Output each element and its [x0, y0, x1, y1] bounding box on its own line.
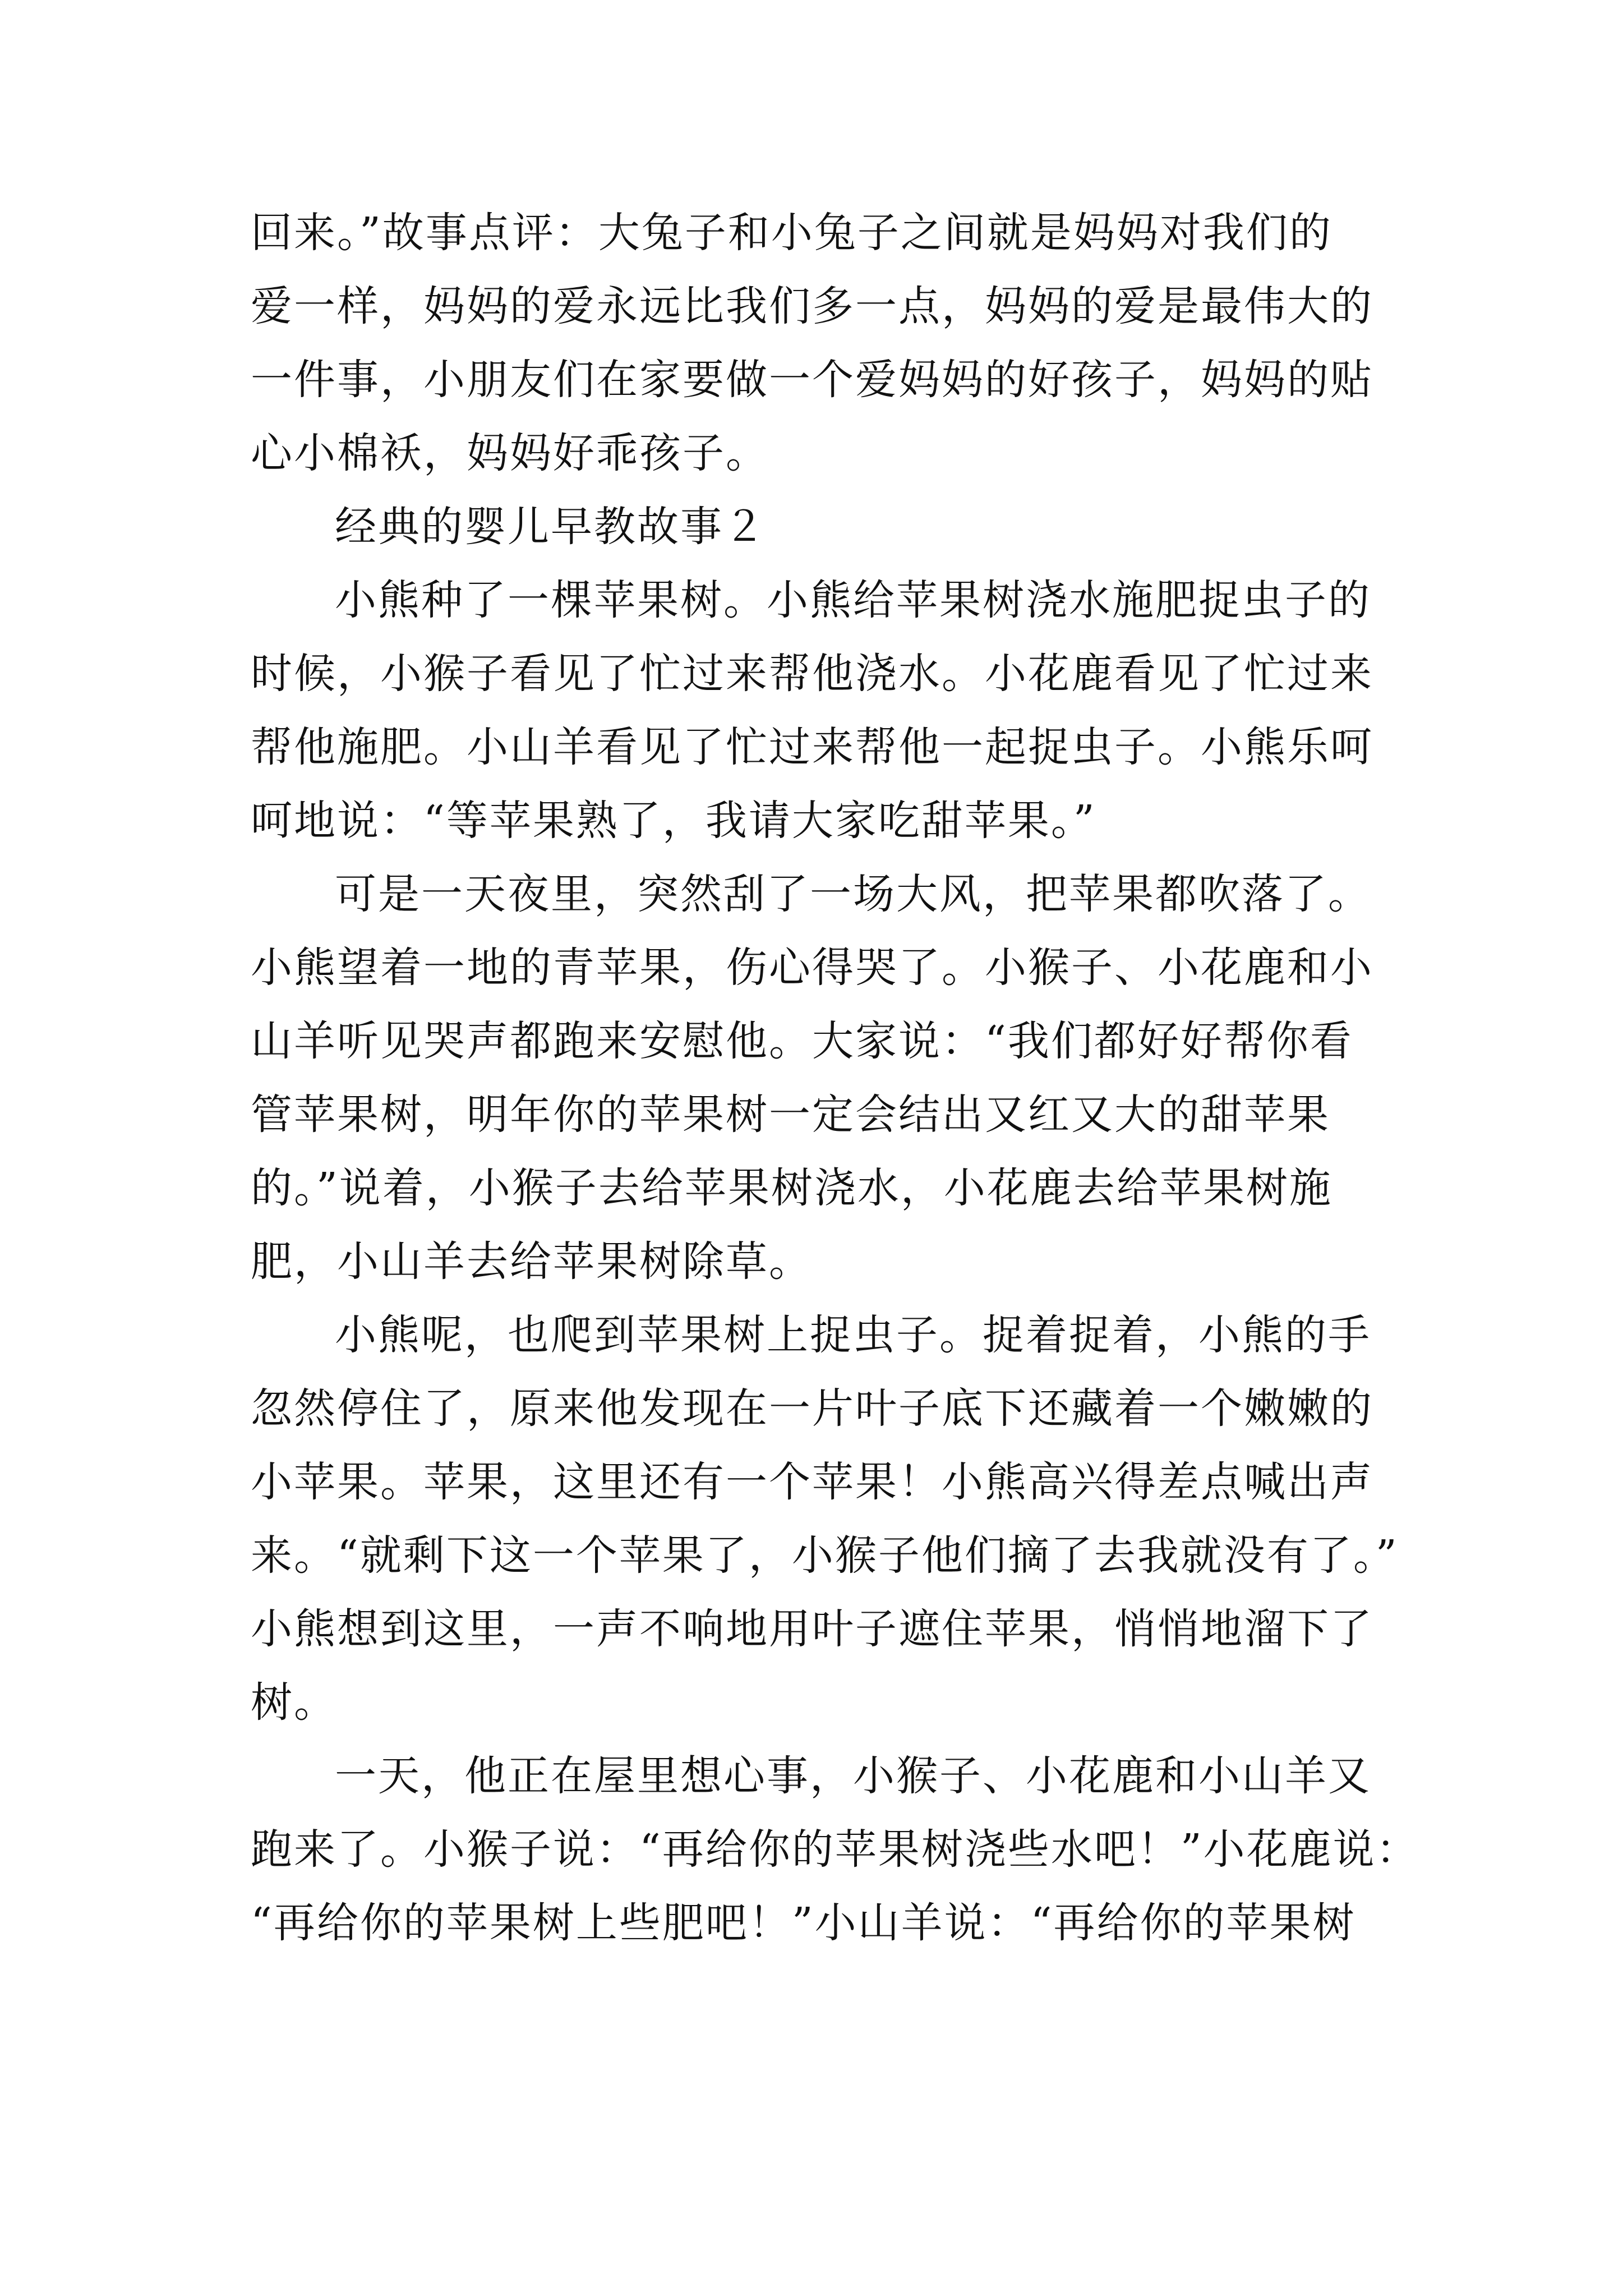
- text-line-12: 山羊听见哭声都跑来安慰他。大家说：“我们都好好帮你看: [251, 1017, 1353, 1065]
- text-line-1: 回来。”故事点评：大兔子和小兔子之间就是妈妈对我们的: [251, 209, 1332, 257]
- text-line-20: 小熊想到这里，一声不响地用叶子遮住苹果，悄悄地溜下了: [251, 1605, 1373, 1653]
- text-line-3: 一件事，小朋友们在家要做一个爱妈妈的好孩子，妈妈的贴: [251, 356, 1373, 404]
- text-line-13: 管苹果树，明年你的苹果树一定会结出又红又大的甜苹果: [251, 1091, 1330, 1139]
- text-line-16: 小熊呢，也爬到苹果树上捉虫子。捉着捉着，小熊的手: [335, 1311, 1371, 1359]
- text-line-14: 的。”说着，小猴子去给苹果树浇水，小花鹿去给苹果树施: [251, 1164, 1332, 1212]
- text-line-21: 树。: [251, 1678, 337, 1727]
- text-line-10: 可是一天夜里，突然刮了一场大风，把苹果都吹落了。: [335, 870, 1371, 918]
- text-line-24: “再给你的苹果树上些肥吧！”小山羊说：“再给你的苹果树: [251, 1899, 1356, 1947]
- story-text: [251, 196, 1419, 1960]
- section-heading: 经典的婴儿早教故事２: [335, 503, 767, 551]
- text-line-23: 跑来了。小猴子说：“再给你的苹果树浇些水吧！”小花鹿说：: [251, 1825, 1419, 1874]
- text-line-9: 呵地说：“等苹果熟了，我请大家吃甜苹果。”: [251, 797, 1096, 845]
- text-line-7: 时候，小猴子看见了忙过来帮他浇水。小花鹿看见了忙过来: [251, 650, 1373, 698]
- text-line-11: 小熊望着一地的青苹果，伤心得哭了。小猴子、小花鹿和小: [251, 944, 1373, 992]
- text-line-17: 忽然停住了，原来他发现在一片叶子底下还藏着一个嫩嫩的: [251, 1384, 1373, 1433]
- text-line-2: 爱一样，妈妈的爱永远比我们多一点，妈妈的爱是最伟大的: [251, 282, 1373, 330]
- text-line-19: 来。“就剩下这一个苹果了，小猴子他们摘了去我就没有了。”: [251, 1531, 1399, 1580]
- text-line-8: 帮他施肥。小山羊看见了忙过来帮他一起捉虫子。小熊乐呵: [251, 723, 1373, 771]
- text-line-4: 心小棉袄，妈妈好乖孩子。: [251, 429, 769, 477]
- text-line-15: 肥，小山羊去给苹果树除草。: [251, 1237, 812, 1286]
- text-line-18: 小苹果。苹果，这里还有一个苹果！小熊高兴得差点喊出声: [251, 1458, 1373, 1506]
- text-line-6: 小熊种了一棵苹果树。小熊给苹果树浇水施肥捉虫子的: [335, 576, 1371, 624]
- text-line-22: 一天，他正在屋里想心事，小猴子、小花鹿和小山羊又: [335, 1752, 1371, 1800]
